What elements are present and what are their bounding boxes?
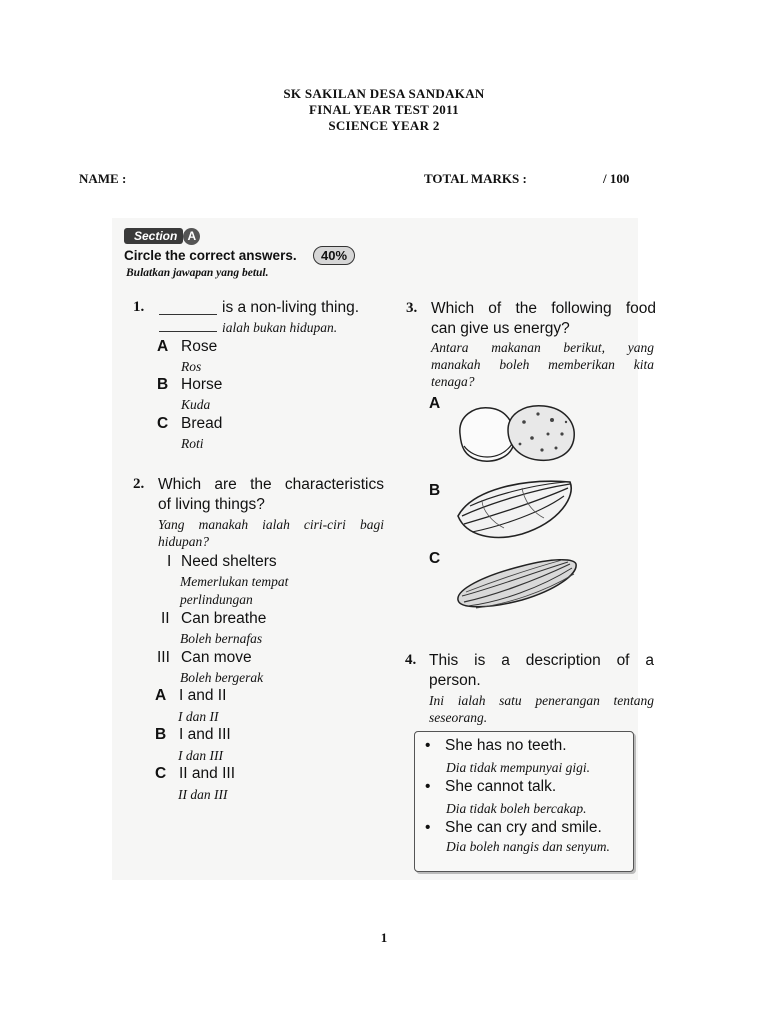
q2-text-ms — [158, 516, 384, 550]
bullet-3-text-ms: Dia boleh nangis dan senyum. — [446, 839, 610, 854]
q2-statement-3: Can move — [181, 649, 252, 666]
total-marks-value: / 100 — [603, 171, 630, 186]
q2-statement-2-roman: II — [161, 610, 170, 627]
q2-text — [158, 475, 384, 515]
bullet-1-text: She has no teeth. — [445, 737, 567, 754]
q1-option-b: Horse — [181, 376, 223, 393]
bullet-3-text: She can cry and smile. — [445, 819, 602, 836]
bullet-1-icon: • — [425, 737, 431, 754]
q2-option-b: I and III — [179, 726, 231, 743]
description-box — [414, 731, 634, 872]
q1-option-c: Bread — [181, 415, 223, 432]
q3-text-ms-line2: manakah boleh memberikan kita — [431, 357, 654, 372]
q3-text-line2: can give us energy? — [431, 320, 570, 337]
bullet-3-icon: • — [425, 819, 431, 836]
q2-number: 2. — [133, 476, 145, 492]
q2-option-c: II and III — [179, 765, 236, 782]
q1-option-b-ms: Kuda — [181, 397, 211, 412]
q2-option-c-ms: II dan III — [178, 787, 228, 802]
q4-text-ms-line1: Ini ialah satu penerangan tentang — [429, 693, 654, 708]
school-name: SK SAKILAN DESA SANDAKAN — [283, 86, 485, 101]
q2-statement-1-ms2: perlindungan — [180, 592, 253, 607]
q2-statement-2: Can breathe — [181, 610, 267, 627]
q2-option-b-ms: I dan III — [178, 748, 223, 763]
bullet-1-text-ms: Dia tidak mempunyai gigi. — [446, 760, 590, 775]
q4-text — [429, 651, 654, 691]
q3-option-a-letter: A — [429, 395, 441, 412]
q1-option-c-ms: Roti — [181, 436, 204, 451]
q1-number: 1. — [133, 299, 145, 315]
q4-number: 4. — [405, 652, 417, 668]
name-label: NAME : — [79, 171, 127, 186]
bullet-2-text: She cannot talk. — [445, 778, 557, 795]
cucumber-icon — [452, 552, 582, 614]
total-marks-label: TOTAL MARKS : — [424, 171, 527, 186]
q3-text-line1: Which of the following food — [431, 300, 656, 317]
instruction-ms: Bulatkan jawapan yang betul. — [126, 267, 269, 279]
q2-text-ms-line2: hidupan? — [158, 534, 210, 549]
q2-text-line1: Which are the characteristics — [158, 476, 384, 493]
q1-option-c-letter: C — [157, 415, 169, 432]
q1-text: is a non-living thing. — [222, 299, 359, 316]
starfruit-icon — [452, 476, 582, 542]
q3-text — [431, 299, 656, 339]
q3-text-ms-line1: Antara makanan berikut, yang — [431, 340, 654, 355]
q1-option-b-letter: B — [157, 376, 169, 393]
q4-text-ms — [429, 692, 654, 726]
section-badge-letter: A — [183, 228, 200, 245]
q1-blank-ms — [159, 331, 217, 332]
q1-option-a: Rose — [181, 338, 218, 355]
q2-option-c-letter: C — [155, 765, 167, 782]
q1-blank — [159, 314, 217, 315]
potato-icon — [452, 400, 582, 466]
bullet-2-text-ms: Dia tidak boleh bercakap. — [446, 801, 587, 816]
percent-badge: 40% — [313, 246, 355, 265]
q2-option-a: I and II — [179, 687, 227, 704]
q3-option-c-letter: C — [429, 550, 441, 567]
q2-statement-1-ms1: Memerlukan tempat — [180, 574, 289, 589]
q2-statement-3-roman: III — [157, 649, 170, 666]
q2-statement-1-roman: I — [167, 553, 172, 570]
q2-statement-2-ms: Boleh bernafas — [180, 631, 263, 646]
q3-text-ms — [431, 339, 654, 390]
q2-option-b-letter: B — [155, 726, 167, 743]
page-number: 1 — [380, 930, 388, 945]
q3-text-ms-line3: tenaga? — [431, 374, 475, 389]
q2-option-a-ms: I dan II — [178, 709, 219, 724]
q1-option-a-letter: A — [157, 338, 169, 355]
q3-option-b-letter: B — [429, 482, 441, 499]
instruction: Circle the correct answers. — [124, 248, 297, 263]
q2-option-a-letter: A — [155, 687, 167, 704]
q4-text-ms-line2: seseorang. — [429, 710, 488, 725]
section-badge — [124, 227, 200, 247]
q1-text-ms: ialah bukan hidupan. — [222, 320, 338, 335]
q2-text-ms-line1: Yang manakah ialah ciri-ciri bagi — [158, 517, 384, 532]
q2-statement-3-ms: Boleh bergerak — [180, 670, 264, 685]
q4-text-line2: person. — [429, 672, 481, 689]
subject-title: SCIENCE YEAR 2 — [328, 118, 440, 133]
q2-statement-1: Need shelters — [181, 553, 277, 570]
q1-option-a-ms: Ros — [181, 359, 202, 374]
q3-number: 3. — [406, 300, 418, 316]
bullet-2-icon: • — [425, 778, 431, 795]
q2-text-line2: of living things? — [158, 496, 265, 513]
section-badge-word: Section — [124, 228, 183, 244]
q4-text-line1: This is a description of a — [429, 652, 654, 669]
exam-title: FINAL YEAR TEST 2011 — [309, 102, 459, 117]
